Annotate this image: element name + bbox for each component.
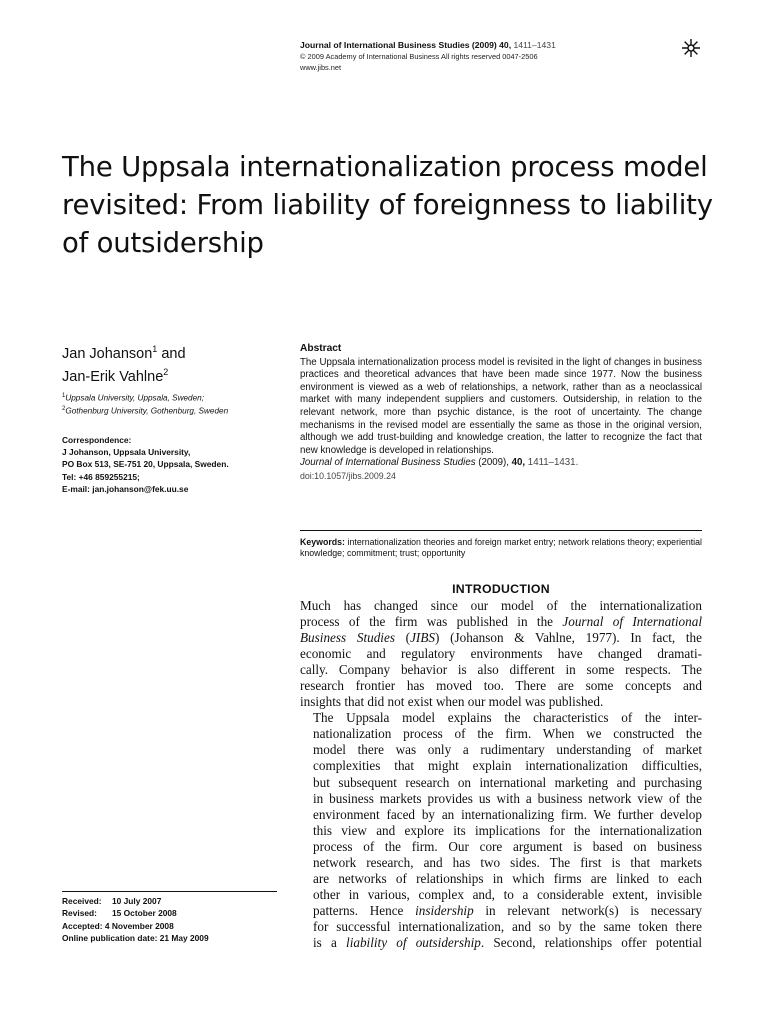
paragraph <box>300 598 702 710</box>
revised-label: Revised: <box>62 908 97 919</box>
text-line: Business Studies (JIBS) (Johanson & Vahlne, 1977). In fact, the <box>300 630 702 646</box>
correspondence-address: PO Box 513, SE-751 20, Uppsala, Sweden. <box>62 459 229 470</box>
cite-year: (2009), <box>475 457 512 469</box>
journal-url: www.jibs.net <box>300 63 342 72</box>
text-line: for successful internationalization, and so by the same token there <box>313 918 702 934</box>
text-line: are networks of relationships in which firms are linked to each <box>313 870 702 886</box>
correspondence-email: E-mail: jan.johanson@fek.uu.se <box>62 483 189 494</box>
keywords-text: internationalization theories and foreign market entry; network relations theory; experiential knowledge; commitment; trust; opportunity <box>300 537 702 559</box>
abstract <box>300 343 702 483</box>
affiliations <box>62 391 282 417</box>
text-line: environment faced by an internationalizing firm. We further develop <box>313 806 702 822</box>
author-and: and <box>157 345 186 362</box>
italic-text: Journal of International <box>562 614 702 630</box>
title-line: The Uppsala internationalization process model <box>62 151 708 183</box>
title-line: of outsidership <box>62 227 264 259</box>
affil-text: Uppsala University, Uppsala, Sweden; <box>65 393 204 403</box>
text-line: patterns. Hence insidership in relevant network(s) is necessary <box>313 902 702 918</box>
text-line: insights that did not exist when our model was published. <box>300 694 604 710</box>
journal-name: Journal of International Business Studies (2009) 40, <box>300 40 512 50</box>
journal-pages: 1411–1431 <box>513 40 556 50</box>
abstract-citation <box>300 457 702 470</box>
online-date: 21 May 2009 <box>159 932 209 943</box>
revised-date: 15 October 2008 <box>112 908 177 919</box>
text-line: in business markets provides us with a business network view of the <box>313 790 702 806</box>
received-date: 10 July 2007 <box>112 896 162 906</box>
text-line: model there was only a rudimentary understanding of market <box>313 742 702 758</box>
affil-mark: 2 <box>62 406 66 413</box>
accepted-date: 4 November 2008 <box>104 920 174 931</box>
title-line: revisited: From liability of foreignness to liability <box>62 189 713 221</box>
text-line: network research, and has two sides. The first is that markets <box>313 854 702 870</box>
correspondence-name: J Johanson, Uppsala University, <box>62 447 191 458</box>
palgrave-star-icon <box>681 38 701 58</box>
text-line: research frontier has moved too. There are some concepts and <box>300 678 702 694</box>
text-line: economic and regulatory environments have changed dramati- <box>300 646 702 662</box>
text-line: process of the firm was published in the Journal of International <box>300 614 702 630</box>
affil-text: Gothenburg University, Gothenburg, Sweden <box>65 406 229 416</box>
dates-divider <box>62 891 277 892</box>
text-line: complexities that might explain internationalization difficulties, <box>313 758 702 774</box>
author-affil-mark: 1 <box>152 344 158 354</box>
keywords-label: Keywords: <box>300 537 345 547</box>
text-line: process of the firm. Our core argument is based on business <box>313 838 702 854</box>
text-line: is a liability of outsidership. Second, relationships offer potential <box>313 934 702 950</box>
doi: doi:10.1057/jibs.2009.24 <box>300 470 396 481</box>
italic-text: JIBS <box>410 630 435 646</box>
article-title <box>62 148 722 262</box>
paragraph <box>300 710 702 951</box>
body-text <box>300 598 702 951</box>
author-affil-mark: 2 <box>163 366 169 377</box>
correspondence-label: Correspondence: <box>62 435 132 445</box>
text-line: this view and explore its implications for the internationalization <box>313 822 702 838</box>
author-list <box>62 340 282 386</box>
text-line: but subsequent research on international marketing and purchasing <box>313 774 702 790</box>
italic-text: insidership <box>415 902 474 918</box>
text-line: other in various, complex and, to a considerable extent, invisible <box>313 886 702 902</box>
abstract-heading: Abstract <box>300 343 342 354</box>
text-line: cally. Company behavior is also different in some respects. The <box>300 662 702 678</box>
cite-journal: Journal of International Business Studies <box>300 457 476 469</box>
copyright-line: © 2009 Academy of International Business All rights reserved 0047-2506 <box>300 52 538 61</box>
correspondence-block <box>62 434 292 495</box>
cite-pages: 1411–1431. <box>525 457 579 469</box>
text-line: Much has changed since our model of the internationalization <box>300 598 702 613</box>
keywords-divider <box>300 530 702 531</box>
cite-volume: 40, <box>511 457 526 469</box>
publication-dates <box>62 895 292 944</box>
accepted-label: Accepted: <box>62 920 103 931</box>
abstract-text: The Uppsala internationalization process model is revisited in the light of changes in business practices and theoretical advances that have been made since 1977. Now the business environment is viewed as a web of relationships, a network, rather than as a neoclassical market with many independent suppliers and customers. Outsidership, in relation to the relevant network, more than psychic distance, is the root of uncertainty. The change mechanisms in the revised model are essentially the same as those in the original version, although we add trust-building and knowledge creation, the latter to recognize the fact that new knowledge is developed in relationships. <box>300 356 702 456</box>
keywords <box>300 537 702 559</box>
author-name: Jan-Erik Vahlne <box>62 368 164 385</box>
received-label: Received: <box>62 896 102 906</box>
italic-text: liability of outsidership <box>346 934 481 950</box>
text-line: nationalization process of the firm. When we constructed the <box>313 726 702 742</box>
journal-header <box>300 40 680 73</box>
text-line: The Uppsala model explains the characteristics of the inter- <box>313 710 702 726</box>
section-heading: INTRODUCTION <box>452 582 550 596</box>
italic-text: Business Studies <box>300 630 395 646</box>
correspondence-tel: Tel: +46 859255215; <box>62 471 140 482</box>
journal-citation <box>300 40 680 51</box>
author-name: Jan Johanson <box>62 345 153 362</box>
affil-mark: 1 <box>62 393 66 399</box>
online-label: Online publication date: <box>62 932 158 943</box>
